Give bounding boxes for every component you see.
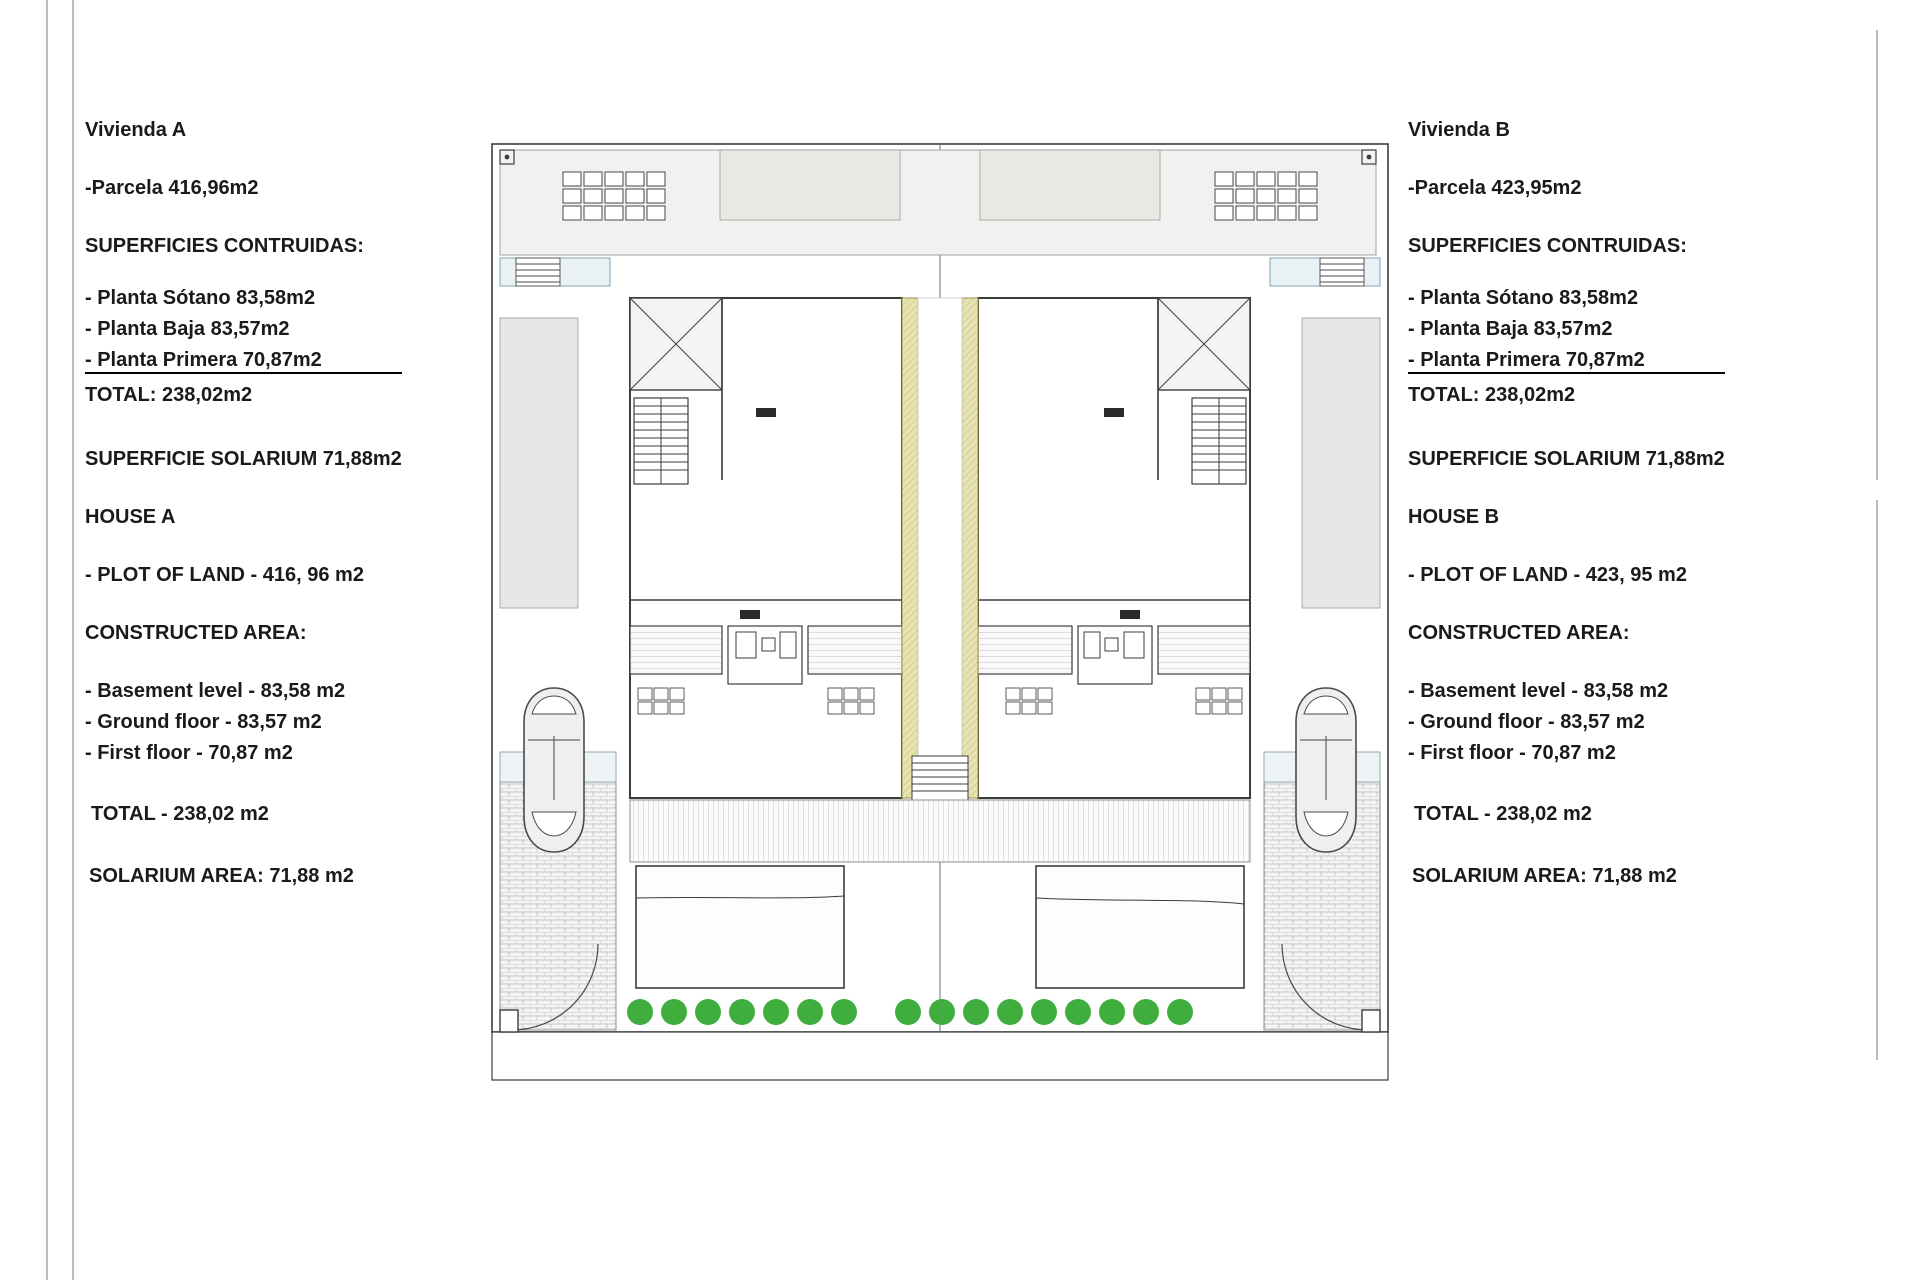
house-b-staircase [1192,398,1246,484]
house-b-constructed-header-en: CONSTRUCTED AREA: [1408,622,1630,644]
house-b-info-panel [1408,120,1838,886]
car-icon-house-a [524,688,584,852]
house-b-ground-en: - Ground floor - 83,57 m2 [1408,711,1645,733]
house-b-basement-en: - Basement level - 83,58 m2 [1408,680,1669,702]
house-a-basement-en: - Basement level - 83,58 m2 [85,680,346,702]
party-wall [902,298,978,800]
house-a-total-es: TOTAL: 238,02m2 [85,384,253,406]
side-stairs-house-b [1270,258,1380,286]
house-a-first-es: - Planta Primera 70,87m2 [85,350,402,374]
house-a-solarium-es: SUPERFICIE SOLARIUM 71,88m2 [85,448,402,470]
house-a-info-panel [85,120,515,886]
house-a-solarium-en: SOLARIUM AREA: 71,88 m2 [89,865,354,887]
house-b-solarium-en: SOLARIUM AREA: 71,88 m2 [1412,865,1677,887]
house-b-plot-es: -Parcela 423,95m2 [1408,177,1582,199]
house-b-plot-en: - PLOT OF LAND - 423, 95 m2 [1408,564,1687,586]
front-paving [630,800,1250,862]
house-a-first-en: - First floor - 70,87 m2 [85,742,293,764]
house-a-total-en: TOTAL - 238,02 m2 [91,803,269,825]
house-b-footprint [978,298,1250,798]
page-frame-line-right-lower [1876,500,1878,1060]
house-a-constructed-header-en: CONSTRUCTED AREA: [85,622,307,644]
house-a-basement-es: - Planta Sótano 83,58m2 [85,287,316,309]
house-a-staircase [634,398,688,484]
house-b-surfaces-header-es: SUPERFICIES CONTRUIDAS: [1408,235,1687,257]
car-icon-house-b [1296,688,1356,852]
page-frame-line-left-inner [72,0,74,1280]
page-frame-line-right-upper [1876,30,1878,480]
site-plan-drawing [488,140,1392,1150]
page-frame-line-left-outer [46,0,48,1280]
house-a-plot-es: -Parcela 416,96m2 [85,177,259,199]
house-b-first-es: - Planta Primera 70,87m2 [1408,350,1725,374]
house-b-title: Vivienda B [1408,119,1510,141]
pool-house-b [1036,866,1244,988]
side-stairs-house-a [500,258,610,286]
house-a-title-en: HOUSE A [85,506,176,528]
hedge-row [627,999,1193,1025]
house-b-ground-es: - Planta Baja 83,57m2 [1408,318,1613,340]
house-a-footprint [630,298,902,798]
house-a-title: Vivienda A [85,119,187,141]
house-b-basement-es: - Planta Sótano 83,58m2 [1408,287,1639,309]
house-a-ground-es: - Planta Baja 83,57m2 [85,318,290,340]
house-b-first-en: - First floor - 70,87 m2 [1408,742,1616,764]
house-a-plot-en: - PLOT OF LAND - 416, 96 m2 [85,564,364,586]
house-b-title-en: HOUSE B [1408,506,1500,528]
house-b-total-en: TOTAL - 238,02 m2 [1414,803,1592,825]
house-a-ground-en: - Ground floor - 83,57 m2 [85,711,322,733]
house-b-solarium-es: SUPERFICIE SOLARIUM 71,88m2 [1408,448,1725,470]
house-b-total-es: TOTAL: 238,02m2 [1408,384,1576,406]
solarium-grid-house-b [1215,172,1317,220]
house-a-surfaces-header-es: SUPERFICIES CONTRUIDAS: [85,235,364,257]
pool-house-a [636,866,844,988]
solarium-grid-house-a [563,172,665,220]
